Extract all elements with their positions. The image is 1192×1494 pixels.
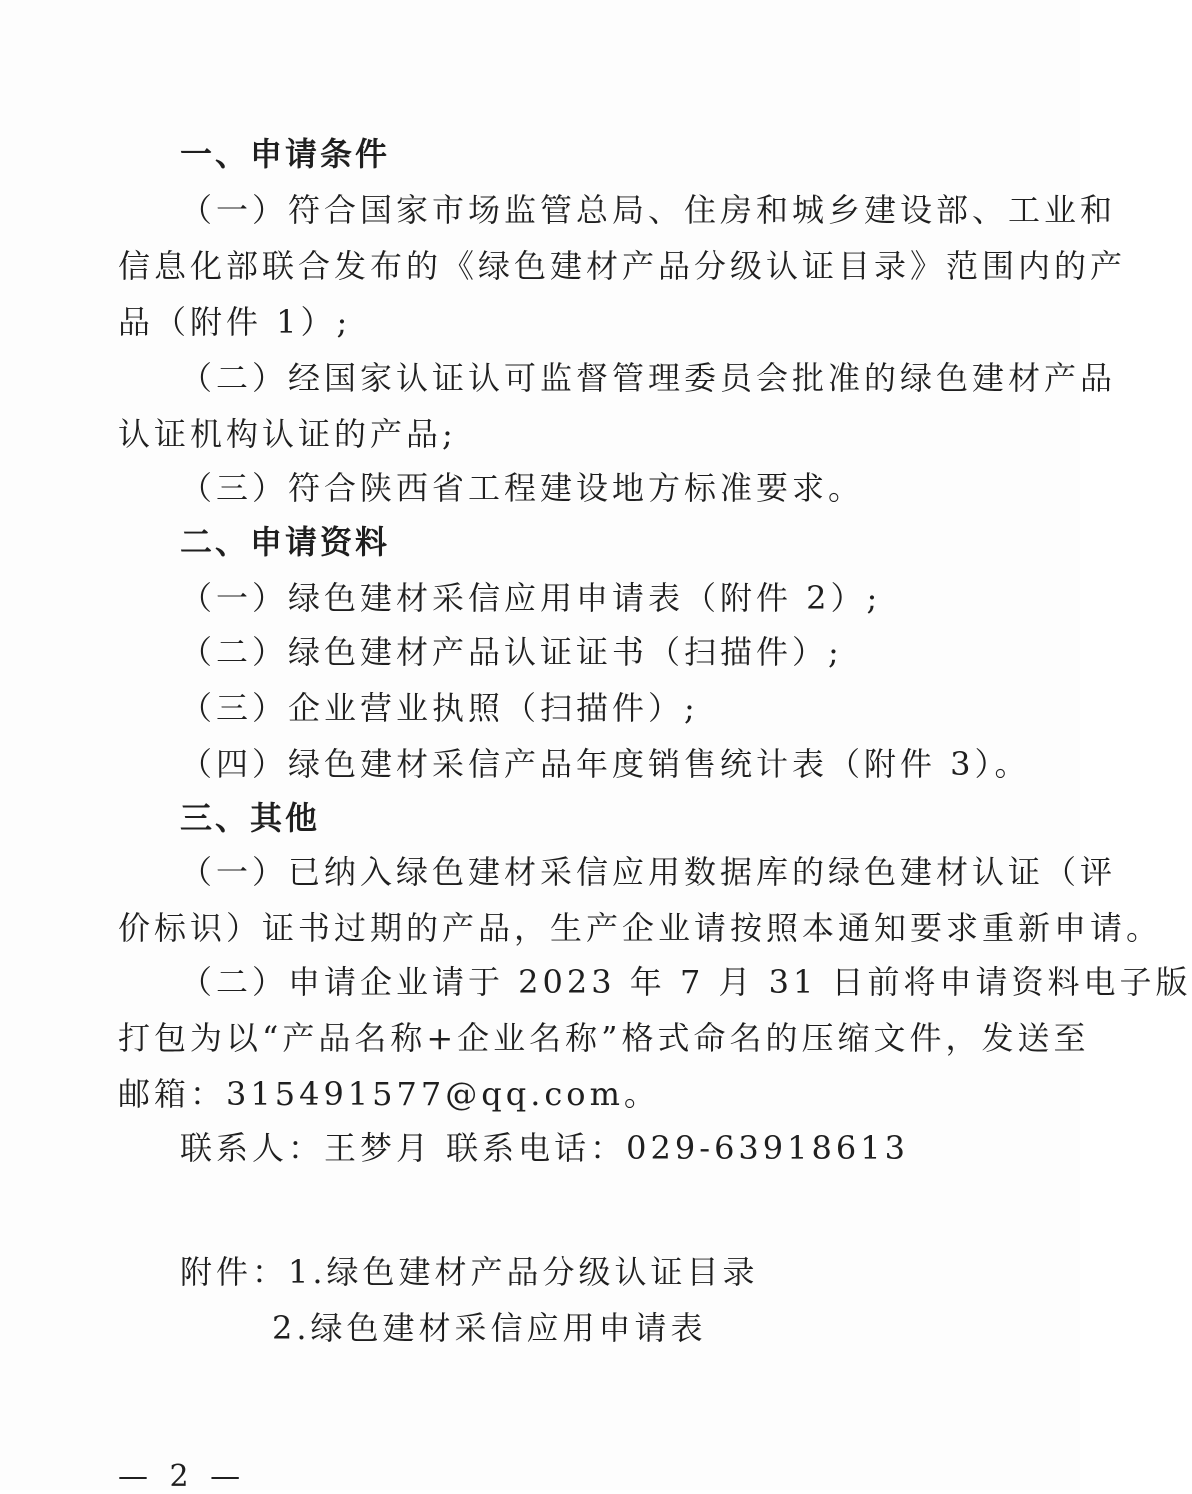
paragraph-line: （二）申请企业请于 2023 年 7 月 31 日前将申请资料电子版 (180, 963, 1192, 1001)
section-heading-application-materials: 二、申请资料 (180, 523, 391, 561)
email-line: 邮箱：315491577@qq.com。 (118, 1075, 660, 1113)
list-item: （四）绿色建材采信产品年度销售统计表（附件 3）。 (180, 745, 1031, 783)
paragraph-line: 价标识）证书过期的产品，生产企业请按照本通知要求重新申请。 (118, 909, 1163, 947)
list-item: （三）企业营业执照（扫描件）; (180, 689, 699, 727)
paragraph-line: 品（附件 1）; (118, 303, 352, 341)
list-item: （二）绿色建材产品认证证书（扫描件）; (180, 633, 843, 671)
section-heading-other: 三、其他 (180, 799, 321, 837)
paragraph-line: 信息化部联合发布的《绿色建材产品分级认证目录》范围内的产 (118, 247, 1127, 285)
contact-line: 联系人：王梦月 联系电话：029-63918613 (180, 1129, 909, 1167)
section-heading-application-conditions: 一、申请条件 (180, 135, 391, 173)
attachment-line-2: 2.绿色建材采信应用申请表 (272, 1309, 707, 1347)
page-number: — 2 — (118, 1459, 247, 1494)
paragraph-line: （一）符合国家市场监管总局、住房和城乡建设部、工业和 (180, 191, 1117, 229)
attachment-line-1: 附件：1.绿色建材产品分级认证目录 (180, 1253, 759, 1291)
paragraph-line: （一）已纳入绿色建材采信应用数据库的绿色建材认证（评 (180, 853, 1117, 891)
paragraph-line: 打包为以“产品名称+企业名称”格式命名的压缩文件，发送至 (118, 1019, 1090, 1057)
paragraph-line: 认证机构认证的产品; (118, 415, 457, 453)
paragraph-line: （三）符合陕西省工程建设地方标准要求。 (180, 469, 865, 507)
paragraph-line: （二）经国家认证认可监督管理委员会批准的绿色建材产品 (180, 359, 1117, 397)
list-item: （一）绿色建材采信应用申请表（附件 2）; (180, 579, 882, 617)
